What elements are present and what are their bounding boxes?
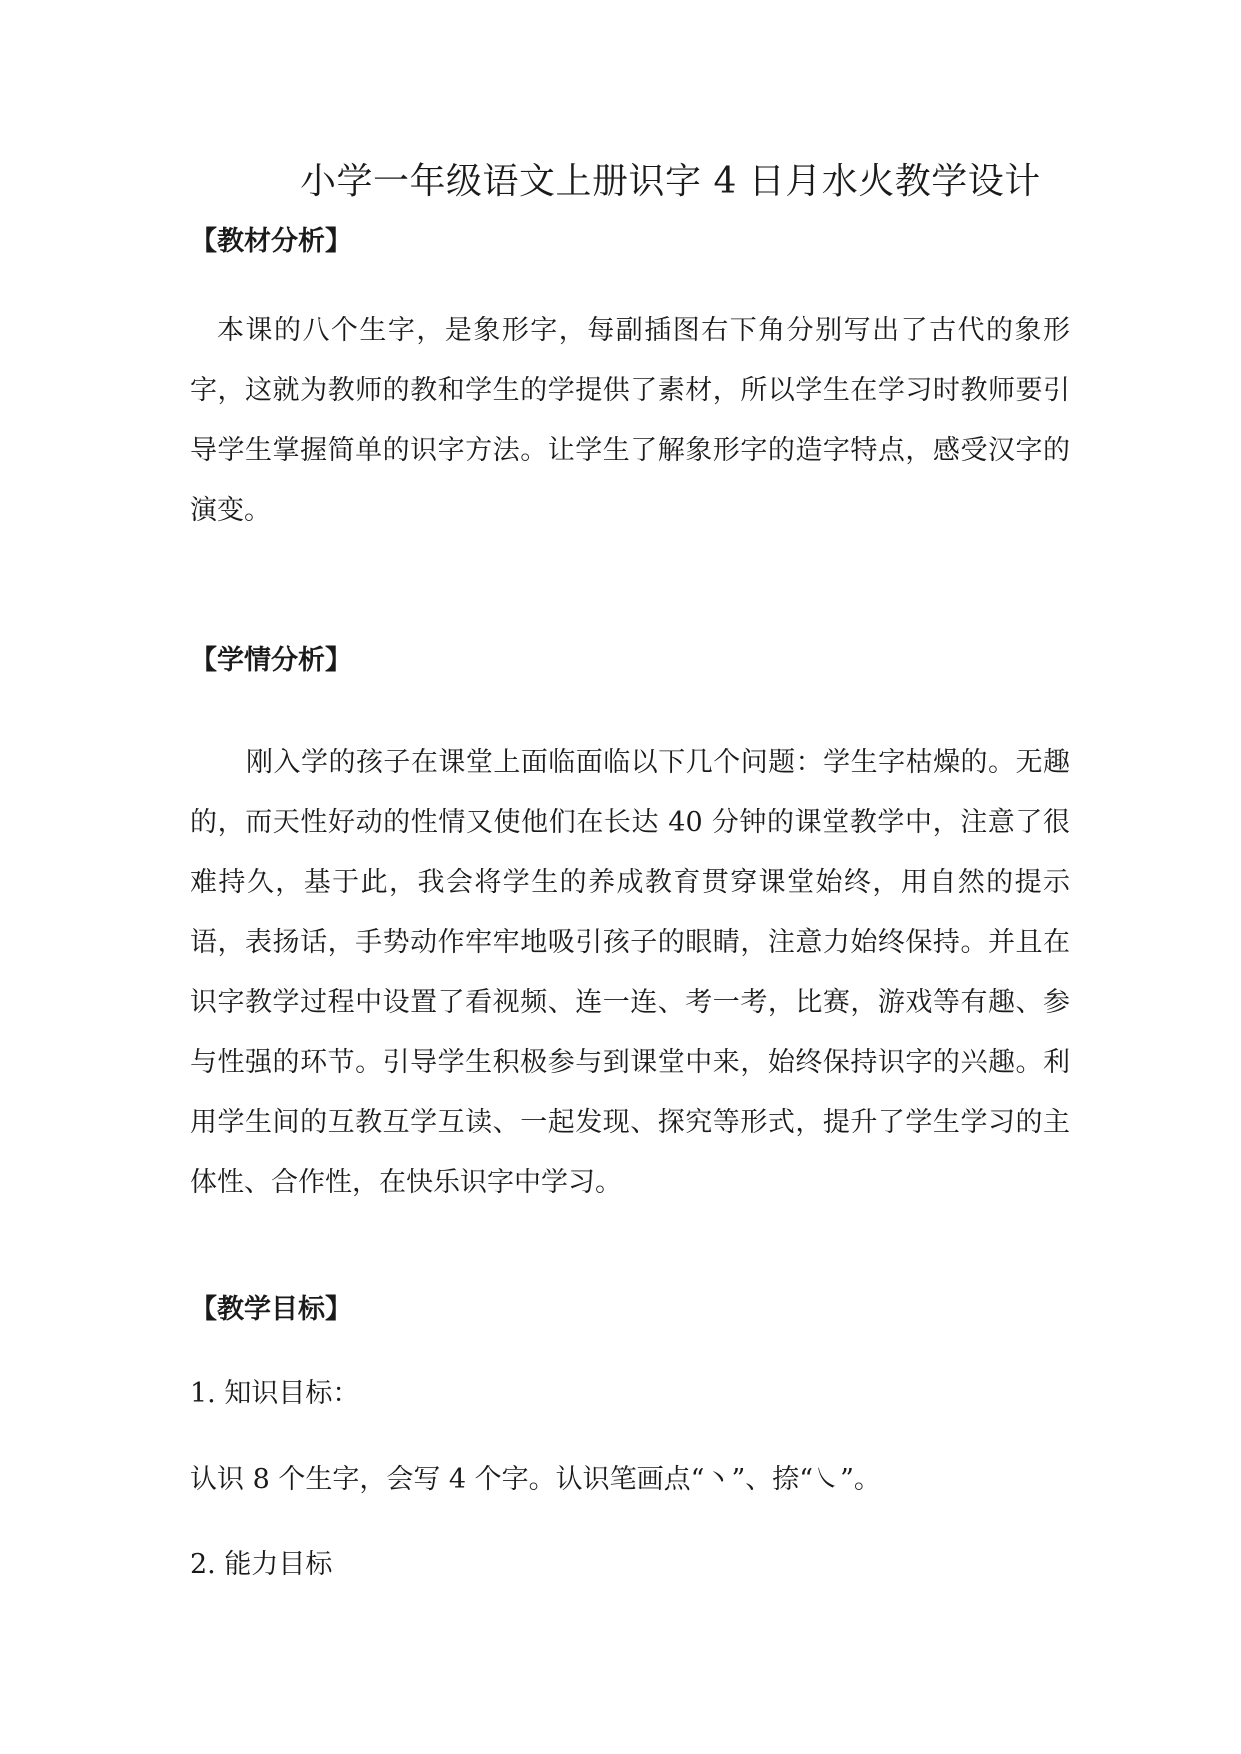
- section-heading: 【学情分析】: [190, 645, 352, 676]
- section-learner-analysis-body: [190, 733, 1070, 1213]
- section-textbook-analysis-body: [190, 301, 1070, 541]
- objective-line: 2. 能力目标: [190, 1549, 333, 1580]
- section-teaching-objectives: [190, 1290, 1070, 1330]
- section-heading: 【教材分析】: [190, 226, 352, 257]
- section-learner-analysis: [190, 641, 1070, 681]
- section-paragraph: 本课的八个生字，是象形字，每副插图右下角分别写出了古代的象形字，这就为教师的教和学生的学提供了素材，所以学生在学习时教师要引导学生掌握简单的识字方法。让学生了解象形字的造字特点，感受汉字的演变。: [190, 315, 1070, 526]
- section-heading: 【教学目标】: [190, 1294, 352, 1325]
- section-textbook-analysis: [190, 222, 1070, 262]
- objective-item-2: [190, 1460, 1070, 1500]
- objective-line: 1. 知识目标：: [190, 1378, 360, 1409]
- objective-item-1: [190, 1374, 1070, 1414]
- objective-line: 认识 8 个生字，会写 4 个字。认识笔画点“丶”、捺“㇏”。: [190, 1464, 881, 1495]
- objective-item-3: [190, 1545, 1070, 1585]
- document-title: 小学一年级语文上册识字 4 日月水火教学设计: [300, 161, 1041, 202]
- section-paragraph: 刚入学的孩子在课堂上面临面临以下几个问题：学生字枯燥的。无趣的，而天性好动的性情又使他们在长达 40 分钟的课堂教学中，注意了很难持久，基于此，我会将学生的养成教育贯穿课堂始终，用自然的提示语，表扬话，手势动作牢牢地吸引孩子的眼睛，注意力始终保持。并且在识字教学过程中设置了看视频、连一连、考一考，比赛，游戏等有趣、参与性强的环节。引导学生积极参与到课堂中来，始终保持识字的兴趣。利用学生间的互教互学互读、一起发现、探究等形式，提升了学生学习的主体性、合作性，在快乐识字中学习。: [190, 747, 1070, 1198]
